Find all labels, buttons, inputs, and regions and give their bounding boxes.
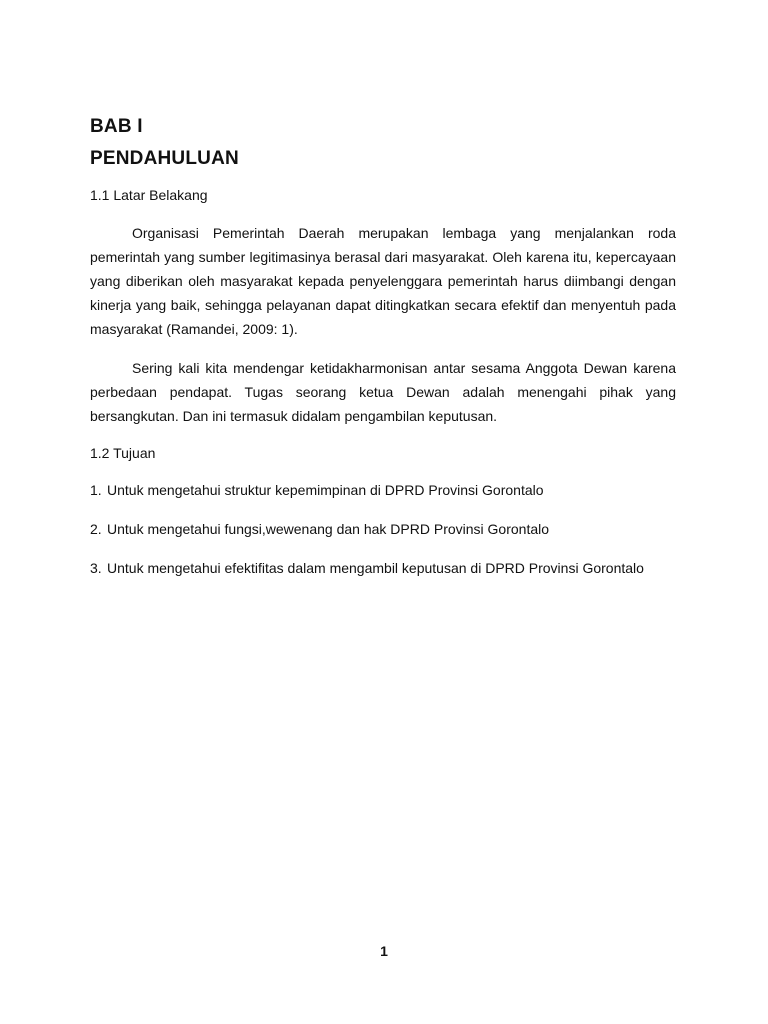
list-item-number: 2. — [90, 521, 102, 537]
list-item — [90, 478, 676, 502]
list-item-text: Untuk mengetahui struktur kepemimpinan di DPRD Provinsi Gorontalo — [107, 482, 544, 498]
section-heading-latar-belakang: 1.1 Latar Belakang — [90, 187, 208, 203]
list-item — [90, 517, 676, 541]
page-number: 1 — [380, 943, 388, 959]
paragraph-1: Organisasi Pemerintah Daerah merupakan lembaga yang menjalankan roda pemerintah yang sumber legitimasinya berasal dari masyarakat. Oleh karena itu, kepercayaan yang diberikan oleh masyarakat kepada penyelenggara pemerintah harus diimbangi dengan kinerja yang baik, sehingga pelayanan dapat ditingkatkan secara efektif dan menyentuh pada masyarakat (Ramandei, 2009: 1). — [90, 225, 676, 337]
section-heading-tujuan: 1.2 Tujuan — [90, 445, 156, 461]
chapter-number: BAB I — [90, 116, 143, 137]
list-item — [90, 556, 676, 580]
chapter-title: PENDAHULUAN — [90, 148, 239, 169]
paragraph-2: Sering kali kita mendengar ketidakharmonisan antar sesama Anggota Dewan karena perbedaan pendapat. Tugas seorang ketua Dewan adalah menengahi pihak yang bersangkutan. Dan ini termasuk didalam pengambilan keputusan. — [90, 360, 676, 424]
list-item-number: 1. — [90, 482, 102, 498]
list-item-number: 3. — [90, 560, 102, 576]
goal-list — [90, 478, 676, 580]
list-item-text: Untuk mengetahui fungsi,wewenang dan hak DPRD Provinsi Gorontalo — [107, 521, 550, 537]
page-content — [90, 111, 676, 595]
list-item-text: Untuk mengetahui efektifitas dalam mengambil keputusan di DPRD Provinsi Gorontalo — [107, 560, 644, 576]
